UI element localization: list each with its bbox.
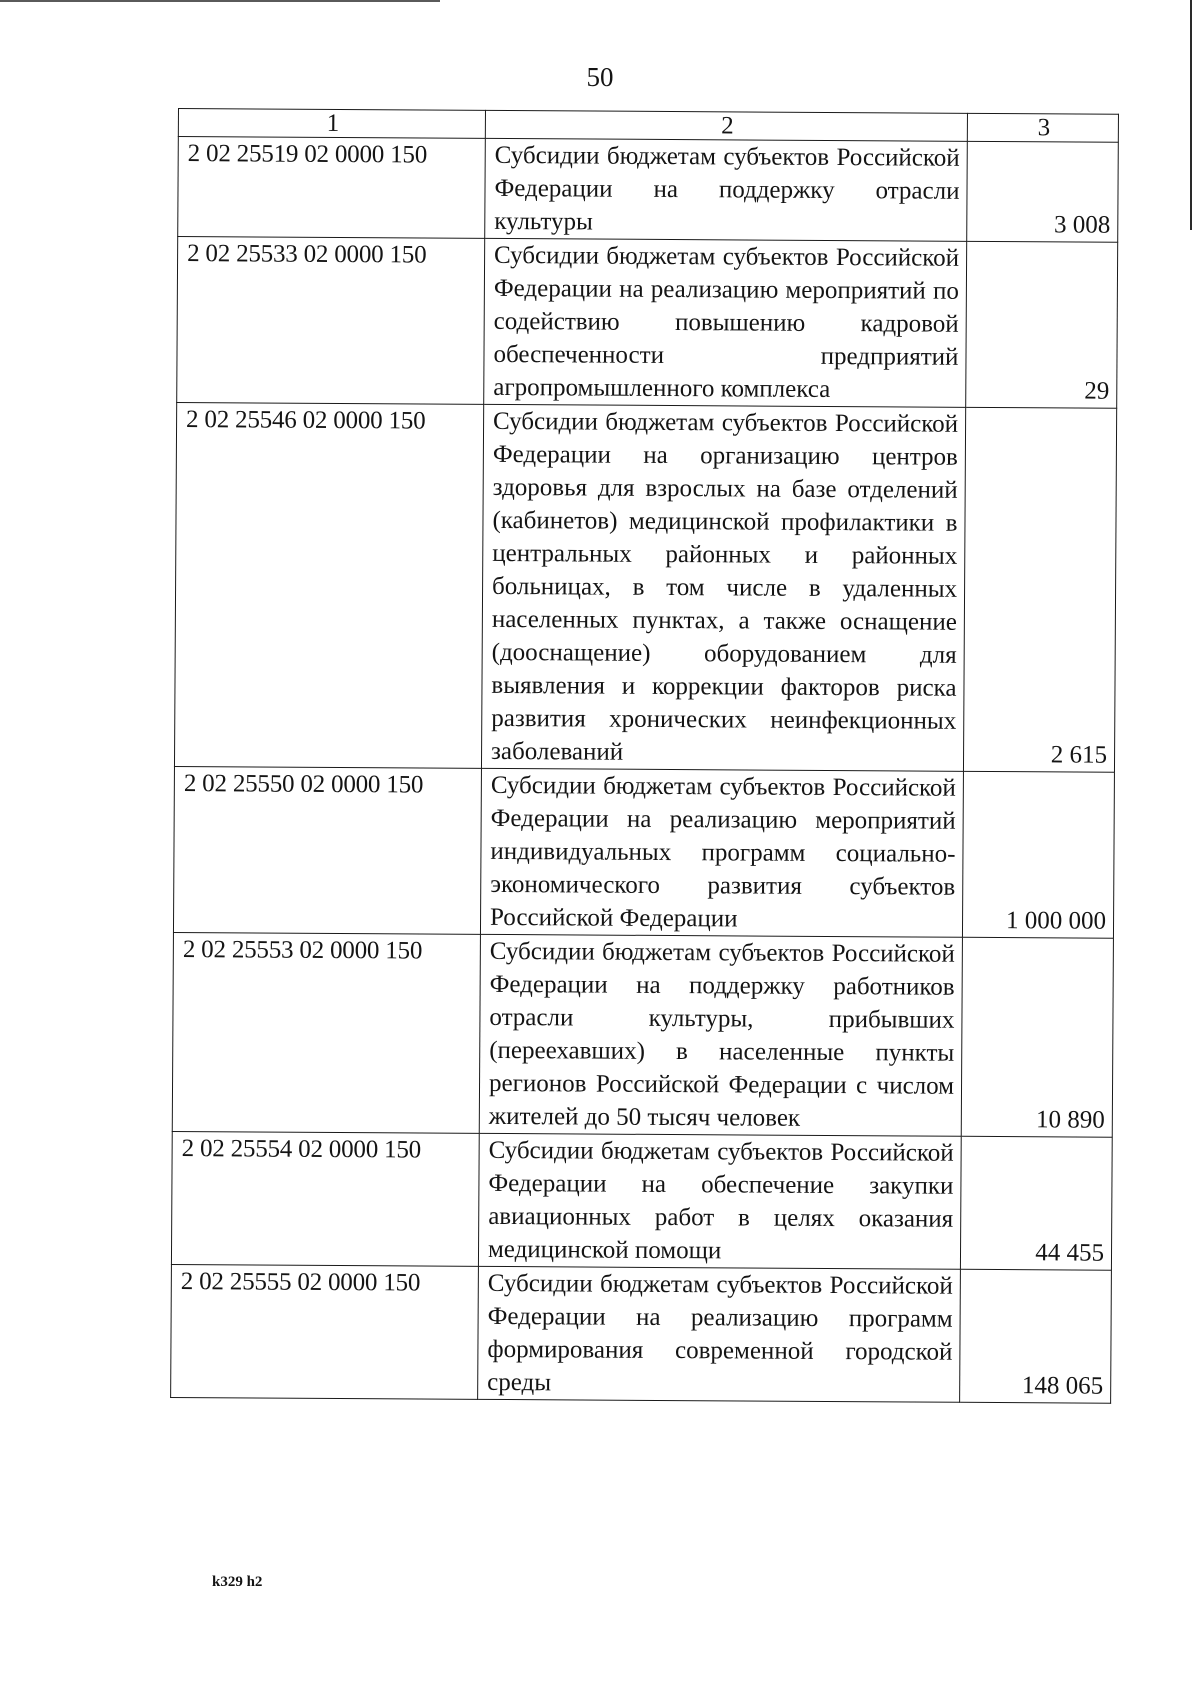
budget-description: Субсидии бюджетам субъектов Российской Федерации на организацию центров здоровья для взрослых на базе отделений (кабинетов) медицинской профилактики в центральных районных и районных больницах, в том числе в удаленных населенных пунктах, а также оснащение (дооснащение) оборудованием для выявления и коррекции факторов риска развития хронических неинфекционных заболеваний — [481, 404, 965, 771]
budget-code: 2 02 25519 02 0000 150 — [178, 137, 486, 239]
budget-description: Субсидии бюджетам субъектов Российской Федерации на обеспечение закупки авиационных работ в целях оказания медицинской помощи — [478, 1133, 961, 1269]
budget-amount: 148 065 — [960, 1269, 1112, 1403]
table-row — [174, 402, 1116, 772]
table-row — [171, 1264, 1112, 1403]
budget-description: Субсидии бюджетам субъектов Российской Федерации на реализацию мероприятий по содействию повышению кадровой обеспеченности предприятий агропромышленного комплекса — [484, 238, 967, 407]
budget-code: 2 02 25553 02 0000 150 — [172, 932, 480, 1133]
budget-description: Субсидии бюджетам субъектов Российской Федерации на реализацию программ формирования современной городской среды — [478, 1266, 961, 1402]
scan-edge-top — [0, 0, 440, 2]
table-row — [171, 1131, 1112, 1270]
budget-code: 2 02 25550 02 0000 150 — [173, 766, 481, 934]
table-row — [177, 237, 1118, 409]
scan-edge-right — [1190, 0, 1192, 230]
table-row — [173, 766, 1114, 938]
budget-amount: 44 455 — [960, 1136, 1112, 1270]
budget-amount: 29 — [966, 241, 1118, 408]
budget-amount: 3 008 — [967, 141, 1119, 242]
budget-description: Субсидии бюджетам субъектов Российской Федерации на реализацию мероприятий индивидуальных программ социально-экономического развития субъектов Российской Федерации — [480, 768, 963, 937]
budget-code: 2 02 25546 02 0000 150 — [174, 402, 483, 768]
budget-description: Субсидии бюджетам субъектов Российской Федерации на поддержку отрасли культуры — [485, 138, 968, 241]
budget-amount: 10 890 — [961, 937, 1113, 1137]
budget-code: 2 02 25554 02 0000 150 — [171, 1131, 479, 1266]
budget-description: Субсидии бюджетам субъектов Российской Федерации на поддержку работников отрасли культуры, прибывших (переехавших) в населенные пункты регионов Российской Федерации с числом жителей до 50 тысяч человек — [479, 934, 962, 1136]
column-header-2: 2 — [485, 110, 967, 141]
budget-code: 2 02 25533 02 0000 150 — [177, 237, 485, 405]
table-row — [172, 932, 1113, 1137]
budget-amount: 1 000 000 — [962, 771, 1114, 938]
column-header-1: 1 — [178, 109, 485, 139]
page-number: 50 — [586, 62, 614, 92]
budget-code: 2 02 25555 02 0000 150 — [171, 1264, 479, 1399]
document-footer-code: k329 h2 — [212, 1574, 263, 1590]
budget-amount: 2 615 — [963, 407, 1116, 772]
column-header-3: 3 — [967, 113, 1118, 142]
table-row — [178, 137, 1119, 243]
budget-table — [170, 108, 1119, 1404]
